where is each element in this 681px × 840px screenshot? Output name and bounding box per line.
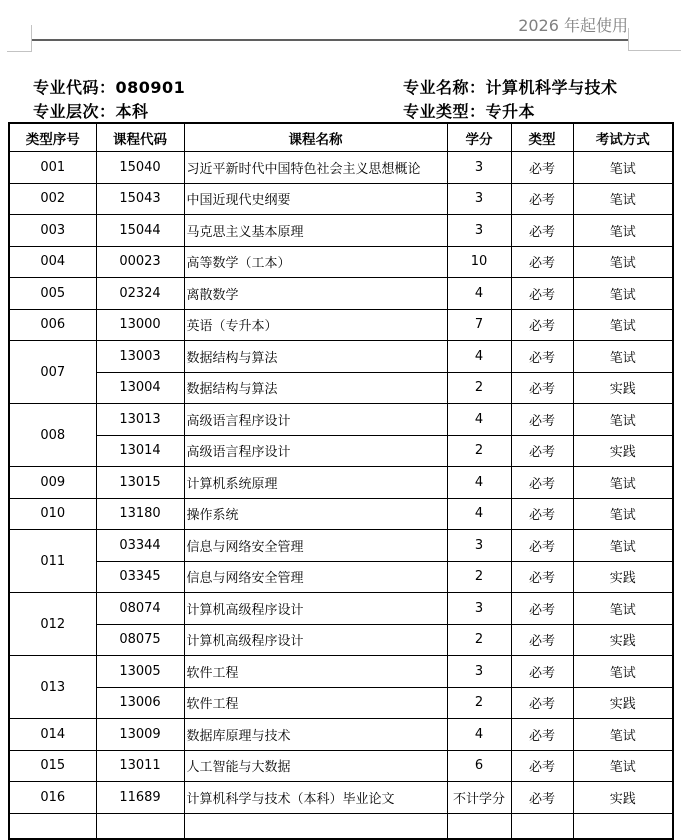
margin-mark-right-horizontal: [628, 50, 681, 51]
cell-exam-method: 实践: [573, 687, 673, 719]
table-row: [9, 215, 673, 247]
cell-seq: 001: [9, 152, 96, 184]
cell-type: 必考: [511, 341, 573, 373]
table-row: [9, 467, 673, 499]
cell-exam-method: 笔试: [573, 278, 673, 310]
cell-course-name: 软件工程: [184, 656, 447, 688]
cell-type: 必考: [511, 498, 573, 530]
cell-seq: 010: [9, 498, 96, 530]
col-header-seq: 类型序号: [9, 123, 96, 152]
cell-credits: 3: [447, 593, 511, 625]
cell-type: 必考: [511, 372, 573, 404]
cell-exam-method: 笔试: [573, 183, 673, 215]
cell-credits: 4: [447, 278, 511, 310]
cell-seq: 005: [9, 278, 96, 310]
cell-seq: 009: [9, 467, 96, 499]
cell-course-name: 信息与网络安全管理: [184, 530, 447, 562]
cell-course-code: 13004: [96, 372, 184, 404]
table-row: [9, 309, 673, 341]
table-row: [9, 750, 673, 782]
cell-exam-method: 笔试: [573, 215, 673, 247]
major-type-label: 专业类型：: [403, 102, 486, 121]
cell-exam-method: 笔试: [573, 530, 673, 562]
cell-seq: 003: [9, 215, 96, 247]
cell-credits: 2: [447, 435, 511, 467]
cell-course-name: 马克思主义基本原理: [184, 215, 447, 247]
table-row: [9, 498, 673, 530]
major-level-label: 专业层次：: [33, 102, 116, 121]
cell-credits: 4: [447, 467, 511, 499]
cell-empty: [184, 813, 447, 839]
cell-type: 必考: [511, 435, 573, 467]
table-row: [9, 624, 673, 656]
cell-seq: 004: [9, 246, 96, 278]
cell-course-name: 离散数学: [184, 278, 447, 310]
major-name: [403, 75, 618, 98]
cell-credits: 6: [447, 750, 511, 782]
cell-credits: 3: [447, 183, 511, 215]
cell-course-code: 13009: [96, 719, 184, 751]
cell-credits: 2: [447, 687, 511, 719]
cell-seq: 006: [9, 309, 96, 341]
header-rule: [32, 39, 628, 41]
cell-course-code: 15044: [96, 215, 184, 247]
cell-type: 必考: [511, 719, 573, 751]
cell-course-name: 计算机科学与技术（本科）毕业论文: [184, 782, 447, 814]
cell-type: 必考: [511, 593, 573, 625]
col-header-exam-method: 考试方式: [573, 123, 673, 152]
cell-course-code: 03345: [96, 561, 184, 593]
cell-type: 必考: [511, 624, 573, 656]
cell-credits: 3: [447, 656, 511, 688]
table-row: [9, 246, 673, 278]
cell-exam-method: 笔试: [573, 341, 673, 373]
table-row: [9, 341, 673, 373]
cell-exam-method: 实践: [573, 372, 673, 404]
cell-exam-method: 笔试: [573, 656, 673, 688]
cell-credits: 7: [447, 309, 511, 341]
cell-course-code: 13180: [96, 498, 184, 530]
margin-mark-left-vertical: [31, 25, 32, 52]
cell-type: 必考: [511, 404, 573, 436]
cell-course-code: 08075: [96, 624, 184, 656]
cell-credits: 3: [447, 152, 511, 184]
cell-type: 必考: [511, 530, 573, 562]
cell-course-code: 13015: [96, 467, 184, 499]
cell-empty: [447, 813, 511, 839]
cell-type: 必考: [511, 246, 573, 278]
table-row: [9, 656, 673, 688]
cell-credits: 不计学分: [447, 782, 511, 814]
cell-course-code: 02324: [96, 278, 184, 310]
cell-exam-method: 笔试: [573, 498, 673, 530]
cell-credits: 2: [447, 372, 511, 404]
cell-credits: 4: [447, 719, 511, 751]
cell-type: 必考: [511, 152, 573, 184]
course-table-body: [9, 152, 673, 840]
margin-mark-right-vertical: [628, 28, 629, 51]
table-row: [9, 435, 673, 467]
cell-credits: 4: [447, 404, 511, 436]
cell-course-name: 信息与网络安全管理: [184, 561, 447, 593]
cell-exam-method: 笔试: [573, 404, 673, 436]
cell-type: 必考: [511, 278, 573, 310]
cell-credits: 3: [447, 530, 511, 562]
table-row-partial: [9, 813, 673, 839]
cell-course-code: 13005: [96, 656, 184, 688]
cell-empty: [511, 813, 573, 839]
cell-course-code: 13003: [96, 341, 184, 373]
cell-exam-method: 笔试: [573, 309, 673, 341]
major-code-label: 专业代码：: [33, 78, 116, 97]
cell-course-code: 13000: [96, 309, 184, 341]
cell-course-code: 11689: [96, 782, 184, 814]
cell-course-code: 13014: [96, 435, 184, 467]
cell-course-code: 15043: [96, 183, 184, 215]
cell-credits: 3: [447, 215, 511, 247]
cell-seq: 011: [9, 530, 96, 593]
major-level: [33, 99, 149, 122]
cell-course-name: 计算机高级程序设计: [184, 593, 447, 625]
major-type-value: 专升本: [485, 102, 536, 121]
cell-exam-method: 实践: [573, 782, 673, 814]
cell-type: 必考: [511, 656, 573, 688]
cell-exam-method: 实践: [573, 561, 673, 593]
table-row: [9, 404, 673, 436]
cell-course-name: 习近平新时代中国特色社会主义思想概论: [184, 152, 447, 184]
cell-type: 必考: [511, 750, 573, 782]
table-row: [9, 183, 673, 215]
cell-course-name: 英语（专升本）: [184, 309, 447, 341]
major-level-value: 本科: [115, 102, 149, 121]
table-row: [9, 719, 673, 751]
cell-type: 必考: [511, 467, 573, 499]
major-name-value: 计算机科学与技术: [485, 78, 618, 97]
cell-exam-method: 笔试: [573, 246, 673, 278]
cell-course-name: 数据库原理与技术: [184, 719, 447, 751]
cell-course-name: 计算机系统原理: [184, 467, 447, 499]
cell-seq: 002: [9, 183, 96, 215]
cell-course-code: 08074: [96, 593, 184, 625]
table-row: [9, 278, 673, 310]
cell-seq: 012: [9, 593, 96, 656]
cell-exam-method: 实践: [573, 435, 673, 467]
usage-note: 2026 年起使用: [518, 16, 628, 35]
cell-type: 必考: [511, 215, 573, 247]
table-row: [9, 593, 673, 625]
cell-exam-method: 笔试: [573, 467, 673, 499]
cell-course-code: 03344: [96, 530, 184, 562]
col-header-course-name: 课程名称: [184, 123, 447, 152]
cell-type: 必考: [511, 782, 573, 814]
cell-credits: 4: [447, 498, 511, 530]
cell-exam-method: 实践: [573, 624, 673, 656]
cell-course-name: 高级语言程序设计: [184, 435, 447, 467]
cell-empty: [9, 813, 96, 839]
cell-seq: 015: [9, 750, 96, 782]
cell-course-name: 高等数学（工本）: [184, 246, 447, 278]
cell-course-name: 人工智能与大数据: [184, 750, 447, 782]
cell-course-name: 软件工程: [184, 687, 447, 719]
cell-seq: 007: [9, 341, 96, 404]
table-row: [9, 561, 673, 593]
col-header-type: 类型: [511, 123, 573, 152]
cell-course-code: 13011: [96, 750, 184, 782]
cell-exam-method: 笔试: [573, 750, 673, 782]
cell-course-code: 00023: [96, 246, 184, 278]
cell-exam-method: 笔试: [573, 152, 673, 184]
cell-credits: 2: [447, 561, 511, 593]
cell-type: 必考: [511, 561, 573, 593]
cell-course-code: 13013: [96, 404, 184, 436]
cell-course-name: 中国近现代史纲要: [184, 183, 447, 215]
cell-course-name: 计算机高级程序设计: [184, 624, 447, 656]
cell-credits: 4: [447, 341, 511, 373]
major-code: [33, 75, 185, 98]
table-row: [9, 372, 673, 404]
cell-credits: 10: [447, 246, 511, 278]
cell-seq: 016: [9, 782, 96, 814]
major-code-value: 080901: [115, 78, 186, 97]
cell-exam-method: 笔试: [573, 593, 673, 625]
cell-course-name: 操作系统: [184, 498, 447, 530]
table-row: [9, 530, 673, 562]
cell-course-code: 15040: [96, 152, 184, 184]
table-row: [9, 782, 673, 814]
table-row: [9, 687, 673, 719]
cell-type: 必考: [511, 687, 573, 719]
table-row: [9, 152, 673, 184]
major-type: [403, 99, 535, 122]
cell-course-name: 数据结构与算法: [184, 372, 447, 404]
cell-type: 必考: [511, 309, 573, 341]
cell-empty: [96, 813, 184, 839]
cell-course-code: 13006: [96, 687, 184, 719]
course-table: [8, 122, 674, 840]
margin-mark-left-horizontal: [7, 51, 32, 52]
cell-seq: 008: [9, 404, 96, 467]
cell-exam-method: 笔试: [573, 719, 673, 751]
cell-course-name: 数据结构与算法: [184, 341, 447, 373]
cell-seq: 013: [9, 656, 96, 719]
col-header-credits: 学分: [447, 123, 511, 152]
cell-seq: 014: [9, 719, 96, 751]
cell-type: 必考: [511, 183, 573, 215]
col-header-course-code: 课程代码: [96, 123, 184, 152]
table-header-row: [9, 123, 673, 152]
cell-course-name: 高级语言程序设计: [184, 404, 447, 436]
major-name-label: 专业名称：: [403, 78, 486, 97]
cell-credits: 2: [447, 624, 511, 656]
cell-empty: [573, 813, 673, 839]
